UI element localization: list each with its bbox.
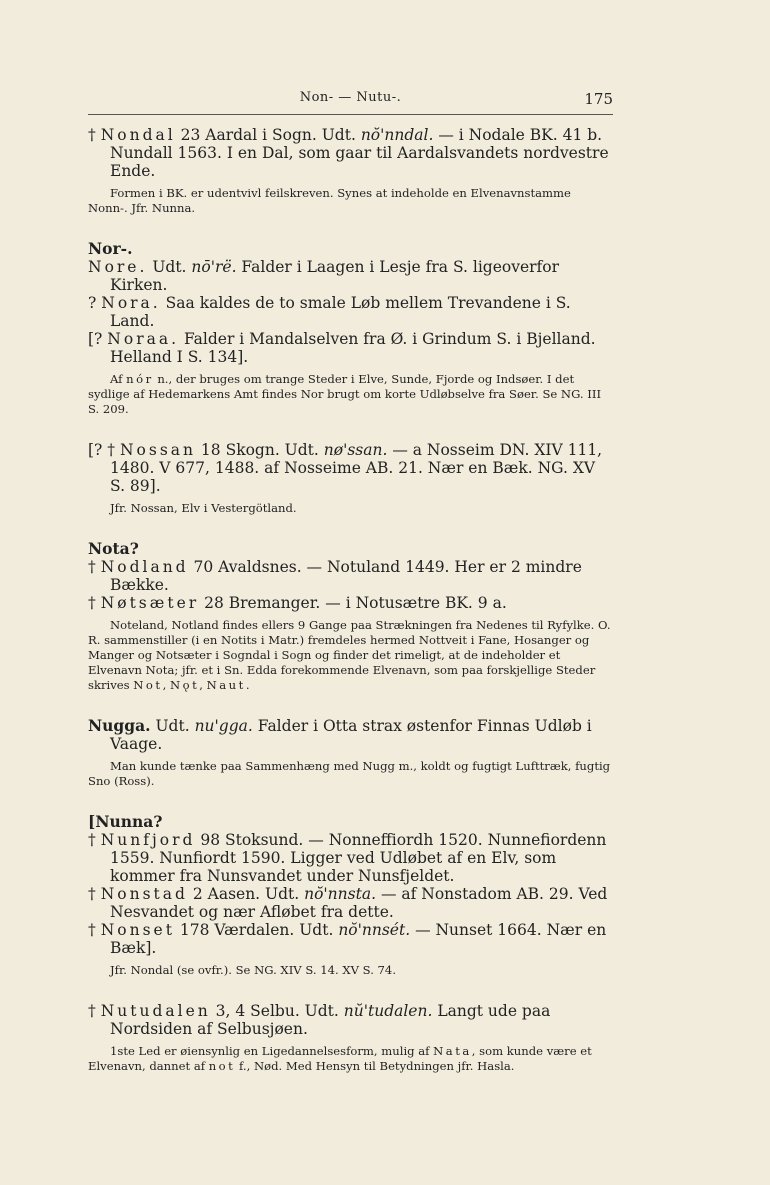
spaced-word: Naut	[206, 678, 246, 692]
entry-text: 28 Bremanger. — i Notusætre BK. 9 a.	[199, 594, 507, 612]
entry-text: — i Nodale BK. 41 b. Nundall 1563. I en Dal, som gaar til Aardalsvandets nordvestre Ende.	[110, 126, 609, 180]
entry-nora	[88, 294, 613, 330]
note-text: , som kunde være et Elvenavn, dannet af	[88, 1044, 592, 1073]
entry-name: Nøtsæter	[100, 594, 200, 612]
spaced-word: nór	[126, 372, 154, 386]
entry-text: — a Nosseim DN. XIV 111, 1480. V 677, 1488. af Nosseime AB. 21. Nær en Bæk. NG. XV S. 89].	[110, 441, 603, 495]
entry-nonset	[88, 921, 613, 957]
entry-nugga	[88, 717, 613, 753]
note-text: ,	[199, 678, 207, 692]
note-nondal: Formen i BK. er udentvivl feilskreven. Synes at indeholde en Elvenavnstamme Nonn-. Jfr. Nunna.	[88, 186, 571, 215]
dagger: †	[88, 594, 101, 612]
entry-text: Saa kaldes de to smale Løb mellem Trevandene i S. Land.	[110, 294, 571, 330]
pronunciation: nŏ'nnsta.	[304, 885, 377, 903]
note-text: .	[245, 678, 250, 692]
note-text: 1ste Led er øiensynlig en Ligedannelsesform, mulig af	[110, 1044, 434, 1058]
entry-text: Falder i Laagen i Lesje fra S. ligeoverfor Kirken.	[110, 258, 560, 294]
section-heading-nugga: Nugga.	[88, 716, 151, 735]
spaced-word: not	[208, 1059, 236, 1073]
note-nota	[88, 618, 613, 693]
entry-name: Nora.	[101, 294, 161, 312]
entry-nunfjord	[88, 831, 613, 885]
spaced-word: Nǫt	[169, 678, 200, 692]
entry-text: Falder i Otta strax østenfor Finnas Udløb i Vaage.	[110, 717, 592, 753]
pronunciation: nø'ssan.	[323, 441, 388, 459]
header-rule	[88, 114, 613, 115]
entry-noraa	[88, 330, 613, 366]
entry-name: Nutudalen	[100, 1002, 211, 1020]
entry-name: Nonstad	[100, 885, 188, 903]
note-nossan: Jfr. Nossan, Elv i Vestergötland.	[110, 501, 297, 515]
note-nunna: Jfr. Nondal (se ovfr.). Se NG. XIV S. 14. XV S. 74.	[110, 963, 396, 977]
note-nutudalen	[88, 1044, 613, 1074]
page-number: 175	[584, 90, 613, 108]
entry-nondal	[88, 126, 613, 180]
entry-nutudalen	[88, 1002, 613, 1038]
pronunciation: nŏ'nnsét.	[338, 921, 411, 939]
entry-text: — af Nonstadom AB. 29. Ved Nesvandet og nær Afløbet fra dette.	[110, 885, 608, 921]
entry-name: Nonset	[100, 921, 175, 939]
query-mark: [?	[88, 330, 108, 348]
entry-name: Noraa.	[107, 330, 180, 348]
entry-text: 178 Værdalen. Udt.	[174, 921, 339, 939]
header-title: Non- — Nutu-.	[299, 90, 402, 105]
entry-nodland	[88, 558, 613, 594]
entry-text: Falder i Mandalselven fra Ø. i Grindum S. i Bjelland. Helland I S. 134].	[110, 330, 596, 366]
note-text: Af	[110, 372, 127, 386]
entry-name: Nodland	[100, 558, 189, 576]
entry-name: Nossan	[119, 441, 196, 459]
section-heading-nunna: [Nunna?	[88, 812, 163, 831]
entry-nore	[88, 258, 613, 294]
note-text: n., der bruges om trange Steder i Elve, Sunde, Fjorde og Indsøer. I det sydlige af Hedemarkens Amt findes Nor brugt om korte Udløbselve fra Søer. Se NG. III S. 209.	[88, 372, 602, 416]
pronunciation: nu'gga.	[194, 717, 253, 735]
entry-text: 98 Stoksund. — Nonneffiordh 1520. Nunnefiordenn 1559. Nunfiordt 1590. Ligger ved Udløbet af en Elv, som kommer fra Nunsvandet under Nunsfjeldet.	[110, 831, 607, 885]
dagger: †	[88, 831, 101, 849]
note-nugga: Man kunde tænke paa Sammenhæng med Nugg m., koldt og fugtigt Lufttræk, fugtig Sno (Ross).	[88, 759, 611, 788]
entry-text: 23 Aardal i Sogn. Udt.	[175, 126, 361, 144]
entry-text: 2 Aasen. Udt.	[187, 885, 305, 903]
dagger: †	[88, 885, 101, 903]
entry-nonstad	[88, 885, 613, 921]
query-mark: ?	[88, 294, 102, 312]
entry-text: Udt.	[147, 258, 192, 276]
spaced-word: Nata	[433, 1044, 472, 1058]
entry-text: — Nunset 1664. Nær en Bæk].	[110, 921, 607, 957]
section-heading-nor: Nor-.	[88, 239, 133, 258]
dagger: †	[88, 1002, 101, 1020]
pronunciation: nŏ'nndal.	[360, 126, 434, 144]
note-text: f., Nød. Med Hensyn til Betydningen jfr. Hasla.	[235, 1059, 515, 1073]
entry-name: Nunfjord	[100, 831, 196, 849]
entry-notsaeter	[88, 594, 613, 612]
entry-text: 70 Avaldsnes. — Notuland 1449. Her er 2 mindre Bække.	[110, 558, 582, 594]
query-mark: [? †	[88, 441, 120, 459]
section-heading-nota: Nota?	[88, 539, 139, 558]
pronunciation: nō'rë.	[191, 258, 237, 276]
note-text: Noteland, Notland findes ellers 9 Gange paa Strækningen fra Nedenes til Ryfylke. O. R. sammenstiller (i en Notits i Matr.) fremdeles hermed Nottveit i Fane, Hosanger og Manger og Notsæter i Sogndal i Sogn og finder det rimeligt, at de indeholder et Elvenavn Nota; jfr. et i Sn. Edda forekommende Elvenavn, som paa forskjellige Steder skrives	[88, 618, 611, 692]
dagger: †	[88, 126, 101, 144]
entry-text: 3, 4 Selbu. Udt.	[210, 1002, 344, 1020]
pronunciation: nŭ'tudalen.	[343, 1002, 433, 1020]
note-text: ,	[162, 678, 170, 692]
entry-text: 18 Skogn. Udt.	[196, 441, 324, 459]
entry-text: Udt.	[150, 717, 195, 735]
note-nor	[88, 372, 613, 417]
entry-text: Langt ude paa Nordsiden af Selbusjøen.	[110, 1002, 551, 1038]
page-content	[88, 126, 613, 1074]
entry-nossan	[88, 441, 613, 495]
entry-name: Nondal	[100, 126, 176, 144]
spaced-word: Not	[133, 678, 163, 692]
entry-name: Nore.	[88, 258, 148, 276]
dagger: †	[88, 558, 101, 576]
running-header	[88, 90, 613, 112]
dagger: †	[88, 921, 101, 939]
